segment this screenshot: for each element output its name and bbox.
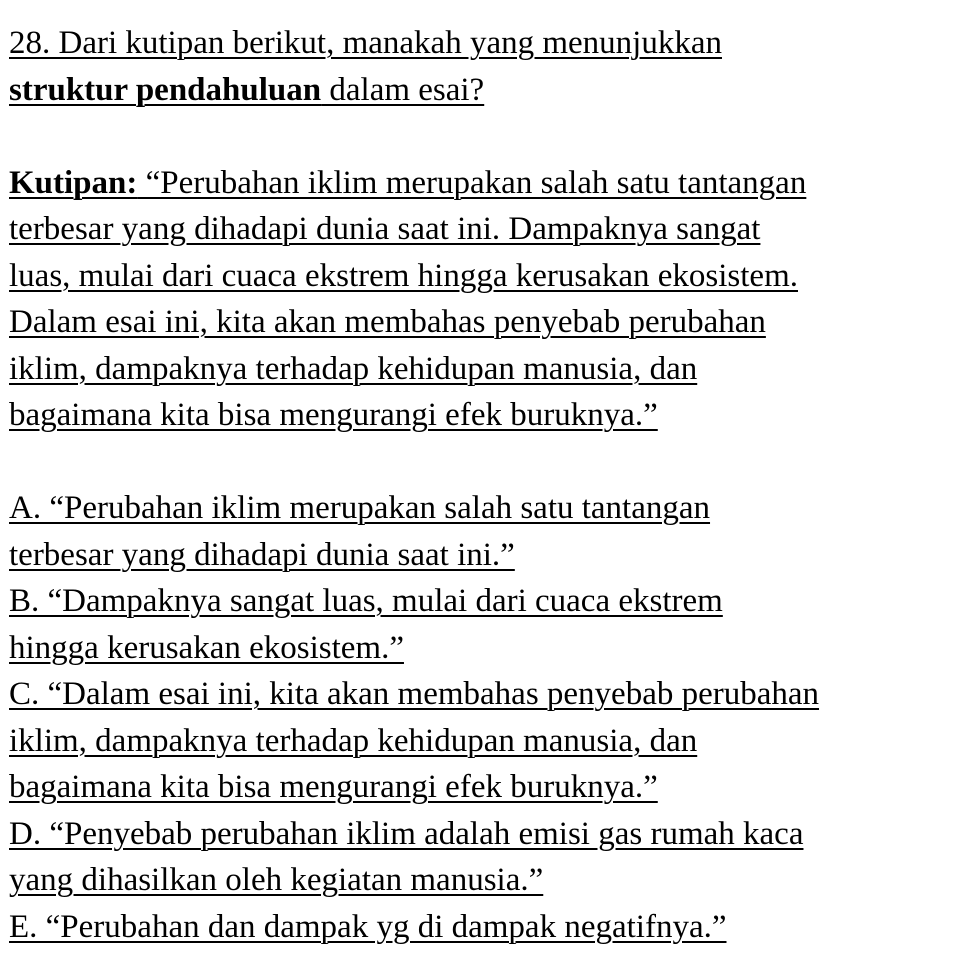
option-line: C. “Dalam esai ini, kita akan membahas penyebab perubahan [9, 676, 820, 712]
option-line: A. “Perubahan iklim merupakan salah satu tantangan [9, 490, 711, 526]
option-e[interactable] [9, 904, 953, 951]
option-line: hingga kerusakan ekosistem.” [9, 629, 404, 666]
options-list [9, 485, 953, 950]
question-text: 28. Dari kutipan berikut, manakah yang menunjukkan [9, 25, 722, 61]
excerpt-block [9, 160, 953, 439]
excerpt-line: Dalam esai ini, kita akan membahas penyebab perubahan [9, 304, 766, 340]
excerpt-line: luas, mulai dari cuaca ekstrem hingga kerusakan ekosistem. [9, 257, 798, 294]
option-line: bagaimana kita bisa mengurangi efek buruknya.” [9, 769, 658, 805]
option-line: iklim, dampaknya terhadap kehidupan manusia, dan [9, 722, 698, 759]
excerpt-line: terbesar yang dihadapi dunia saat ini. Dampaknya sangat [9, 211, 761, 247]
question-line-1 [9, 20, 953, 67]
option-line: E. “Perubahan dan dampak yg di dampak negatifnya.” [9, 908, 727, 945]
excerpt-line-1 [9, 160, 953, 207]
question-emphasis: struktur pendahuluan [9, 71, 322, 108]
option-b[interactable] [9, 578, 953, 671]
question-line-2 [9, 67, 953, 114]
spacer [9, 439, 953, 486]
option-c[interactable] [9, 671, 953, 811]
option-a[interactable] [9, 485, 953, 578]
option-line: terbesar yang dihadapi dunia saat ini.” [9, 536, 515, 573]
excerpt-text: “Perubahan iklim merupakan salah satu tantangan [137, 164, 807, 201]
question-block [9, 20, 953, 113]
excerpt-line: bagaimana kita bisa mengurangi efek buruknya.” [9, 397, 658, 433]
excerpt-line: iklim, dampaknya terhadap kehidupan manusia, dan [9, 350, 698, 387]
question-text-end: dalam esai? [321, 71, 485, 108]
option-line: D. “Penyebab perubahan iklim adalah emisi gas rumah kaca [9, 815, 804, 852]
excerpt-label: Kutipan: [9, 164, 138, 201]
option-d[interactable] [9, 811, 953, 904]
spacer [9, 113, 953, 160]
option-line: B. “Dampaknya sangat luas, mulai dari cuaca ekstrem [9, 583, 723, 619]
option-line: yang dihasilkan oleh kegiatan manusia.” [9, 862, 544, 898]
